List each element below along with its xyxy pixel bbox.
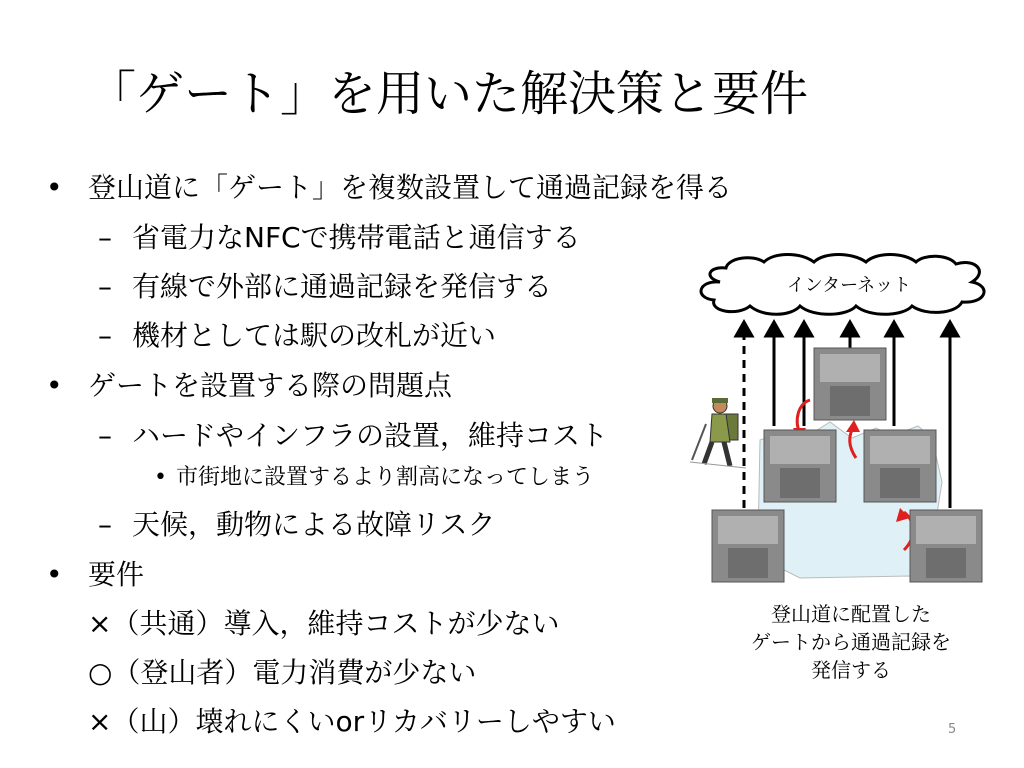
slide-title: 「ゲート」を用いた解決策と要件 bbox=[88, 66, 809, 122]
sub-bullet-text: 省電力なNFCで携帯電話と通信する bbox=[132, 221, 581, 254]
caption-line: 登山道に配置した bbox=[771, 602, 931, 626]
bullet-marker: • bbox=[46, 369, 63, 402]
requirement-item: ○（登山者）電力消費が少ない bbox=[88, 656, 477, 689]
sub-bullet-marker: – bbox=[98, 270, 112, 303]
sub-bullet-text: ハードやインフラの設置，維持コスト bbox=[132, 419, 609, 452]
sub-bullet-text: 機材としては駅の改札が近い bbox=[132, 319, 497, 352]
requirement-item: ×（山）壊れにくいorリカバリーしやすい bbox=[88, 705, 616, 738]
caption-line: 発信する bbox=[811, 658, 891, 682]
bullet-text: 登山道に「ゲート」を複数設置して通過記録を得る bbox=[88, 171, 733, 204]
page-number: 5 bbox=[948, 722, 957, 737]
caption-line: ゲートから通過記録を bbox=[751, 630, 951, 654]
bullet-text: ゲートを設置する際の問題点 bbox=[88, 369, 453, 402]
bullet-marker: • bbox=[46, 171, 63, 204]
sub-bullet-text: 有線で外部に通過記録を発信する bbox=[132, 270, 553, 303]
ticket-gate-icon bbox=[764, 430, 836, 502]
ticket-gate-icon bbox=[864, 430, 936, 502]
ticket-gate-icon bbox=[910, 510, 982, 582]
hiker-icon bbox=[690, 398, 746, 468]
requirement-item: ×（共通）導入，維持コストが少ない bbox=[88, 607, 560, 640]
sub-bullet-text: 天候，動物による故障リスク bbox=[132, 508, 496, 541]
sub-bullet-marker: – bbox=[98, 319, 112, 352]
sub-sub-bullet-marker: • bbox=[154, 465, 167, 490]
ticket-gate-icon bbox=[814, 348, 886, 420]
bullet-marker: • bbox=[46, 558, 63, 591]
bullet-text: 要件 bbox=[88, 558, 145, 591]
sub-bullet-marker: – bbox=[98, 508, 112, 541]
sub-sub-bullet-text: 市街地に設置するより割高になってしまう bbox=[176, 465, 595, 490]
cloud-label: インターネット bbox=[786, 275, 912, 296]
ticket-gate-icon bbox=[712, 510, 784, 582]
figure-caption bbox=[716, 600, 986, 684]
sub-bullet-marker: – bbox=[98, 419, 112, 452]
sub-bullet-marker: – bbox=[98, 221, 112, 254]
